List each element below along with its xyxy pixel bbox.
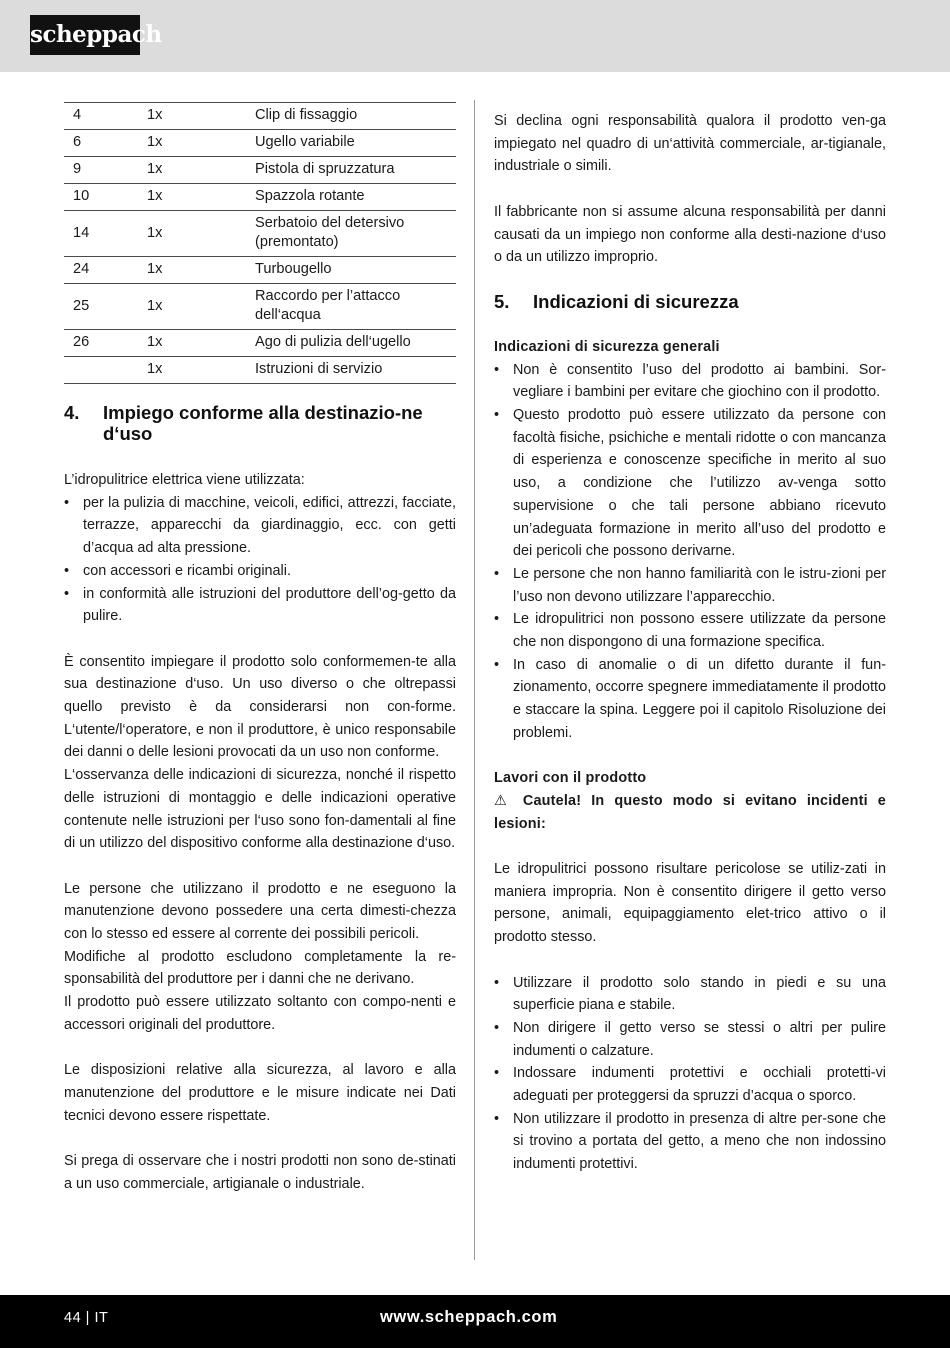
warning-icon: ⚠ bbox=[494, 792, 513, 809]
table-row bbox=[64, 157, 456, 184]
part-name-cell: Turbougello bbox=[255, 261, 332, 277]
part-number-cell: 9 bbox=[73, 161, 82, 177]
quantity-cell: 1x bbox=[147, 297, 163, 314]
part-number-cell: 4 bbox=[73, 107, 82, 123]
general-safety-heading: Indicazioni di sicurezza generali bbox=[494, 338, 720, 355]
list-item: • Le idropulitrici non possono essere utilizzate da persone che non dispongono di una formazione specifica. bbox=[494, 608, 886, 653]
part-number-cell bbox=[64, 357, 147, 384]
section-4-heading bbox=[64, 402, 456, 444]
list-item: • Utilizzare il prodotto solo stando in piedi e su una superficie piana e stabile. bbox=[494, 972, 886, 1017]
part-name-cell: Pistola di spruzzatura bbox=[255, 161, 395, 177]
part-number-cell: 25 bbox=[73, 297, 90, 314]
list-item: • per la pulizia di macchine, veicoli, edifici, attrezzi, facciate, terrazze, apparecchi da giardinaggio, ecc. con getti d’acqua ad alta pressione. bbox=[64, 492, 456, 560]
work-safety-list bbox=[494, 972, 886, 1176]
quantity-cell: 1x bbox=[147, 334, 163, 350]
paragraph: Il prodotto può essere utilizzato soltanto con compo-nenti e accessori originali del produttore. bbox=[64, 994, 456, 1033]
general-safety-list bbox=[494, 359, 886, 745]
brand-logo: scheppach bbox=[30, 15, 140, 55]
part-name-cell: Spazzola rotante bbox=[255, 188, 365, 204]
part-name-cell: Serbatoio del detersivo (premontato) bbox=[255, 215, 405, 250]
section-4-number: 4. bbox=[64, 402, 80, 423]
part-number-cell: 14 bbox=[73, 224, 90, 241]
part-name-cell: Istruzioni di servizio bbox=[255, 361, 383, 377]
paragraph: Si prega di osservare che i nostri prodotti non sono de-stinati a un uso commerciale, artigianale o industriale. bbox=[64, 1153, 456, 1192]
table-row bbox=[64, 330, 456, 357]
quantity-cell: 1x bbox=[147, 361, 163, 377]
part-number-cell: 24 bbox=[73, 261, 90, 277]
table-row bbox=[64, 357, 456, 384]
quantity-cell: 1x bbox=[147, 107, 163, 123]
list-item: • in conformità alle istruzioni del produttore dell’og-getto da pulire. bbox=[64, 583, 456, 628]
right-column bbox=[494, 100, 886, 1176]
table-row bbox=[64, 211, 456, 257]
quantity-cell: 1x bbox=[147, 261, 163, 277]
work-heading: Lavori con il prodotto bbox=[494, 770, 647, 787]
paragraph: Modifiche al prodotto escludono completamente la re-sponsabilità del produttore per i danni che ne derivano. bbox=[64, 948, 456, 988]
caution-text: Cautela! In questo modo si evitano incidenti e lesioni: bbox=[494, 792, 886, 832]
part-name-cell: Ugello variabile bbox=[255, 134, 355, 150]
list-item: • Non dirigere il getto verso se stessi o altri per pulire indumenti o calzature. bbox=[494, 1017, 886, 1062]
column-divider bbox=[474, 100, 475, 1260]
parts-table bbox=[64, 102, 456, 384]
quantity-cell: 1x bbox=[147, 134, 163, 150]
list-item: • Indossare indumenti protettivi e occhiali protetti-vi adeguati per proteggersi da spruzzi d’acqua o sporco. bbox=[494, 1062, 886, 1107]
section-5-title: Indicazioni di sicurezza bbox=[533, 290, 739, 312]
table-row bbox=[64, 284, 456, 330]
paragraph: L‘osservanza delle indicazioni di sicurezza, nonché il rispetto delle istruzioni di montaggio e delle indicazioni operative contenute nelle istruzioni per l‘uso sono fon-damentali al fine di un utilizzo del dispositivo conforme alla destinazione d‘uso. bbox=[64, 767, 456, 852]
part-name-cell: Ago di pulizia dell‘ugello bbox=[255, 334, 411, 350]
footer-bar bbox=[0, 1295, 950, 1348]
section-5-heading bbox=[494, 291, 886, 312]
section-4-intro: L’idropulitrice elettrica viene utilizzata: bbox=[64, 472, 305, 488]
section-4-title: Impiego conforme alla destinazio-ne d‘uso bbox=[103, 402, 423, 444]
table-row bbox=[64, 103, 456, 130]
part-number-cell: 6 bbox=[73, 134, 82, 150]
page-number: 44 | IT bbox=[64, 1310, 109, 1326]
usage-list bbox=[64, 492, 456, 628]
part-number-cell: 26 bbox=[73, 334, 90, 350]
list-item: • con accessori e ricambi originali. bbox=[64, 560, 456, 583]
list-item: • Questo prodotto può essere utilizzato da persone con facoltà fisiche, psichiche e mentali ridotte o con mancanza di esperienza e conoscenze specifiche in merito al suo uso, a condizione che l’utilizzo av-venga sotto supervisione o che tali persone abbiano ricevuto un’adeguata formazione in merito all’uso del prodotto e dei pericoli che possono derivarne. bbox=[494, 404, 886, 563]
website-link[interactable]: www.scheppach.com bbox=[380, 1308, 558, 1326]
paragraph: Si declina ogni responsabilità qualora il prodotto ven-ga impiegato nel quadro di un‘attività commerciale, ar-tigianale, industriale o simili. bbox=[494, 113, 886, 175]
paragraph: Il fabbricante non si assume alcuna responsabilità per danni causati da un impiego non conforme alla desti-nazione d‘uso o da un utilizzo improprio. bbox=[494, 203, 886, 266]
caution-note bbox=[494, 790, 886, 835]
quantity-cell: 1x bbox=[147, 224, 163, 241]
list-item: • Non è consentito l’uso del prodotto ai bambini. Sor-vegliare i bambini per evitare che giochino con il prodotto. bbox=[494, 359, 886, 404]
table-row bbox=[64, 130, 456, 157]
table-row bbox=[64, 184, 456, 211]
paragraph: È consentito impiegare il prodotto solo conformemen-te alla sua destinazione d‘uso. Un uso diverso o che oltrepassi quello previsto è da considerarsi non con-forme. L‘utente/l‘operatore, e non il produttore, è unico responsabile dei danni o delle lesioni provocati da un uso non conforme. bbox=[64, 653, 456, 761]
part-number-cell: 10 bbox=[73, 188, 90, 204]
paragraph: Le persone che utilizzano il prodotto e ne eseguono la manutenzione devono possedere una certa dimesti-chezza con lo stesso ed essere al corrente dei possibili pericoli. bbox=[64, 880, 456, 943]
quantity-cell: 1x bbox=[147, 188, 163, 204]
part-name-cell: Clip di fissaggio bbox=[255, 107, 358, 123]
table-row bbox=[64, 257, 456, 284]
list-item: • Non utilizzare il prodotto in presenza di altre per-sone che si trovino a portata del getto, a meno che non indossino indumenti protettivi. bbox=[494, 1108, 886, 1176]
part-name-cell: Raccordo per l’attacco dell‘acqua bbox=[255, 288, 401, 323]
left-column bbox=[64, 100, 456, 1195]
list-item: • Le persone che non hanno familiarità con le istru-zioni per l’uso non devono utilizzare l’apparecchio. bbox=[494, 563, 886, 608]
paragraph: Le disposizioni relative alla sicurezza, al lavoro e alla manutenzione del produttore e le misure indicate nei Dati tecnici devono essere rispettate. bbox=[64, 1062, 456, 1124]
header-bar bbox=[0, 0, 950, 72]
list-item: • In caso di anomalie o di un difetto durante il fun-zionamento, occorre spegnere immediatamente il prodotto e staccare la spina. Leggere poi il capitolo Risoluzione dei problemi. bbox=[494, 654, 886, 745]
paragraph: Le idropulitrici possono risultare pericolose se utiliz-zati in maniera impropria. Non è consentito dirigere il getto verso persone, animali, equipaggiamento elet-trico attivo o il prodotto stesso. bbox=[494, 861, 886, 946]
quantity-cell: 1x bbox=[147, 161, 163, 177]
section-5-number: 5. bbox=[494, 290, 510, 312]
